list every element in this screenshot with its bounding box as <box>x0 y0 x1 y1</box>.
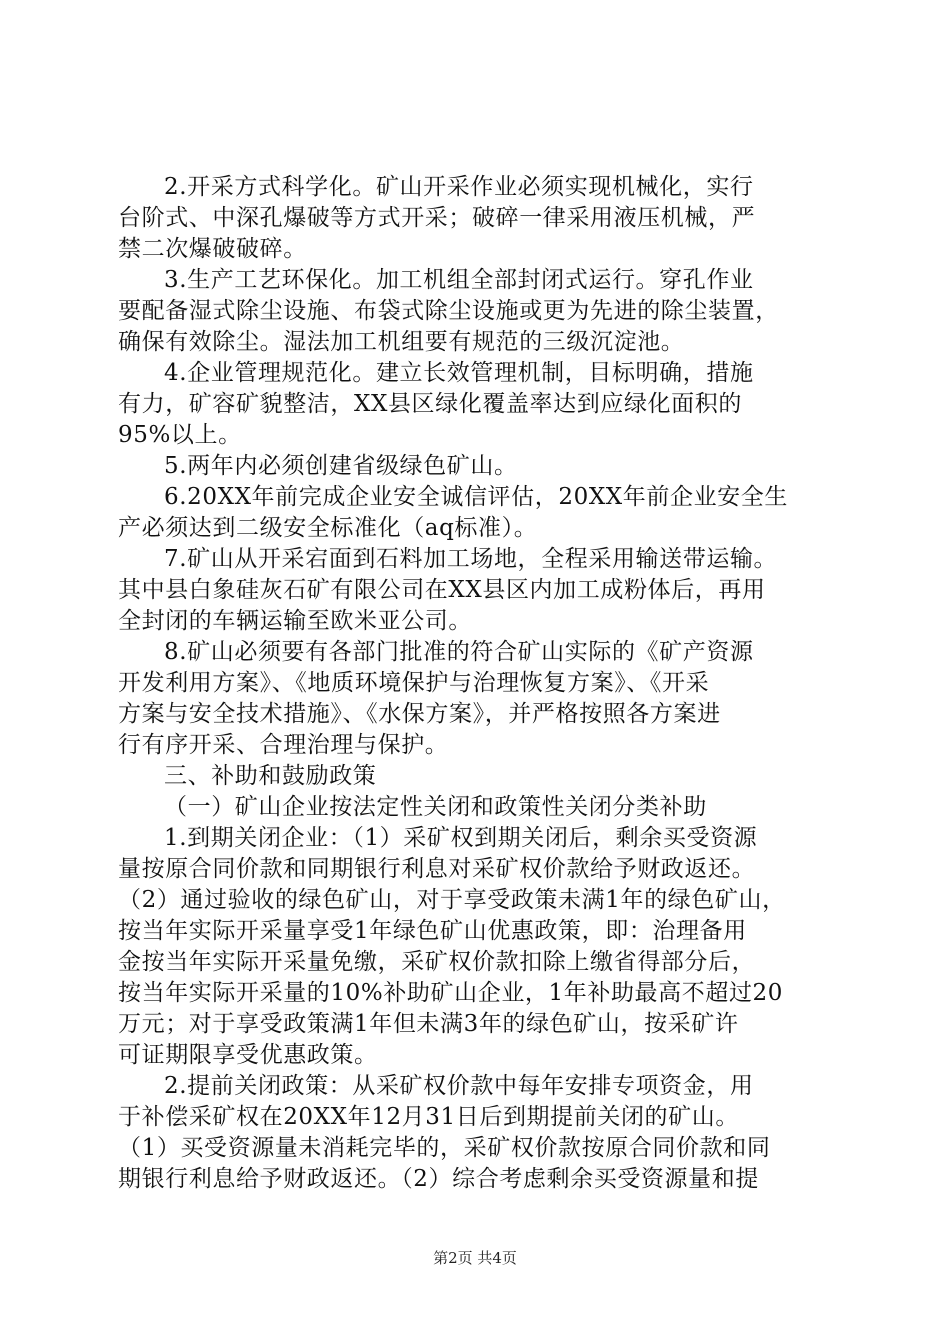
document-body <box>118 172 838 1195</box>
text-line: 3.生产工艺环保化。加工机组全部封闭式运行。穿孔作业 <box>164 267 754 293</box>
text-line: 其中县白象硅灰石矿有限公司在XX县区内加工成粉体后，再用 <box>118 577 766 603</box>
text-line: 有力，矿容矿貌整洁，XX县区绿化覆盖率达到应绿化面积的 <box>118 391 742 417</box>
text-line: 全封闭的车辆运输至欧米亚公司。 <box>118 608 472 634</box>
text-line: 2.提前关闭政策：从采矿权价款中每年安排专项资金，用 <box>164 1073 754 1099</box>
text-line: 1.到期关闭企业：（1）采矿权到期关闭后，剩余买受资源 <box>164 825 758 851</box>
text-line: （2）通过验收的绿色矿山，对于享受政策未满1年的绿色矿山， <box>118 887 786 913</box>
text-line: 按当年实际开采量享受1年绿色矿山优惠政策，即：治理备用 <box>118 918 747 944</box>
text-line: 确保有效除尘。湿法加工机组要有规范的三级沉淀池。 <box>118 329 685 355</box>
text-line: 6.20XX年前完成企业安全诚信评估，20XX年前企业安全生 <box>164 484 788 510</box>
text-line: 行有序开采、合理治理与保护。 <box>118 732 449 758</box>
text-line: 万元；对于享受政策满1年但未满3年的绿色矿山，按采矿许 <box>118 1011 739 1037</box>
text-line: 7.矿山从开采宕面到石料加工场地，全程采用输送带运输。 <box>164 546 778 572</box>
text-line: 4.企业管理规范化。建立长效管理机制，目标明确，措施 <box>164 360 754 386</box>
text-line: 5.两年内必须创建省级绿色矿山。 <box>164 453 518 479</box>
text-line: 方案与安全技术措施》、《水保方案》，并严格按照各方案进 <box>118 701 721 727</box>
text-line: 开发利用方案》、《地质环境保护与治理恢复方案》、《开采 <box>118 670 710 696</box>
text-line: 于补偿采矿权在20XX年12月31日后到期提前关闭的矿山。 <box>118 1104 739 1130</box>
text-line: 三、补助和鼓励政策 <box>164 763 377 789</box>
text-line: 禁二次爆破破碎。 <box>118 236 307 262</box>
text-line: 产必须达到二级安全标准化（aq标准）。 <box>118 515 538 541</box>
text-line: （1）买受资源量未消耗完毕的，采矿权价款按原合同价款和同 <box>118 1135 771 1161</box>
text-line: 金按当年实际开采量免缴，采矿权价款扣除上缴省得部分后， <box>118 949 756 975</box>
text-line: 要配备湿式除尘设施、布袋式除尘设施或更为先进的除尘装置， <box>118 298 779 324</box>
text-line: 可证期限享受优惠政策。 <box>118 1042 378 1068</box>
text-line: 95%以上。 <box>118 422 242 448</box>
text-line: 按当年实际开采量的10%补助矿山企业，1年补助最高不超过20 <box>118 980 784 1006</box>
text-line: 8.矿山必须要有各部门批准的符合矿山实际的《矿产资源 <box>164 639 754 665</box>
text-line: （一）矿山企业按法定性关闭和政策性关闭分类补助 <box>164 794 707 820</box>
text-line: 台阶式、中深孔爆破等方式开采；破碎一律采用液压机械，严 <box>118 205 756 231</box>
text-line: 期银行利息给予财政返还。（2）综合考虑剩余买受资源量和提 <box>118 1166 759 1192</box>
text-line: 量按原合同价款和同期银行利息对采矿权价款给予财政返还。 <box>118 856 756 882</box>
text-line: 2.开采方式科学化。矿山开采作业必须实现机械化，实行 <box>164 174 754 200</box>
page-footer: 第2页 共4页 <box>433 1249 517 1267</box>
